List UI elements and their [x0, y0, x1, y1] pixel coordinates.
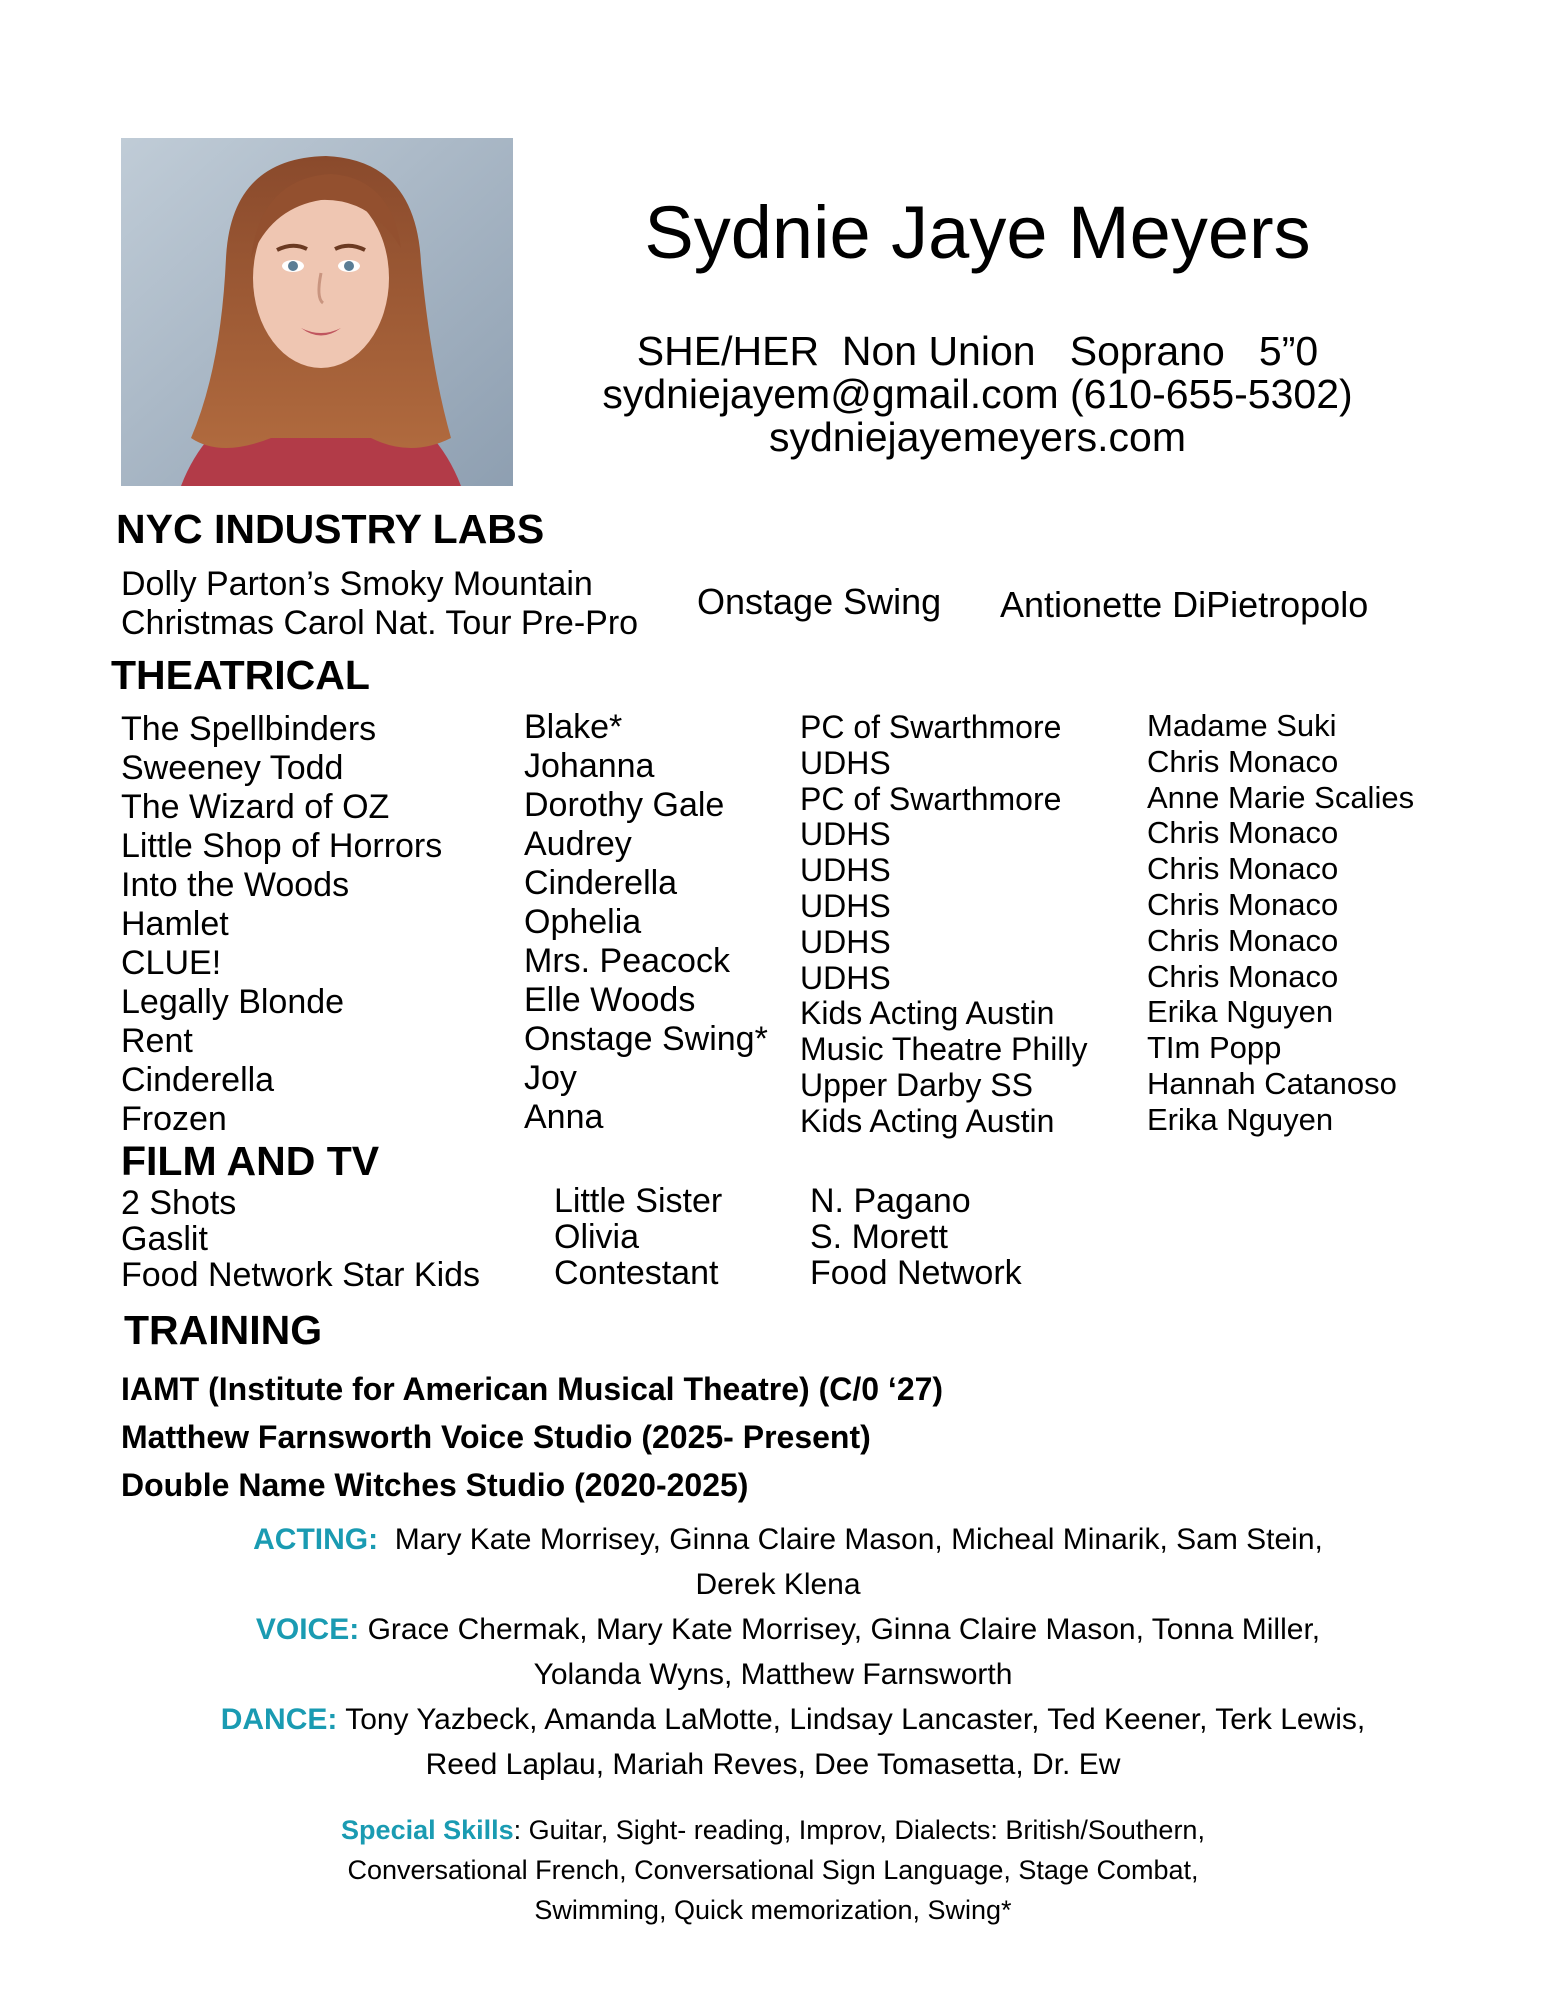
list-item: Chris Monaco — [1147, 886, 1339, 922]
list-item: S. Morett — [810, 1218, 948, 1256]
film-tv-heading: FILM AND TV — [121, 1138, 380, 1184]
headshot-illustration — [121, 138, 513, 486]
list-item: The Wizard of OZ — [121, 788, 390, 826]
list-item: Rent — [121, 1022, 193, 1060]
industry-labs-project — [121, 565, 638, 643]
dance-teachers — [0, 1697, 1546, 1787]
theatrical-venues-column — [800, 710, 1088, 1140]
list-item: Joy — [524, 1059, 577, 1097]
email-phone-line[interactable]: sydniejayem@gmail.com (610-655-5302) — [602, 371, 1353, 417]
list-item: The Spellbinders — [121, 710, 377, 748]
actor-name: Sydnie Jaye Meyers — [644, 191, 1311, 274]
school-item: Double Name Witches Studio (2020-2025) — [121, 1467, 749, 1503]
contact-block — [560, 330, 1395, 459]
dance-names-cont: Reed Laplau, Mariah Reves, Dee Tomasetta, Dr. Ew — [425, 1748, 1121, 1781]
list-item: Hamlet — [121, 905, 229, 943]
list-item: Elle Woods — [524, 981, 696, 1019]
list-item: UDHS — [800, 959, 891, 996]
list-item: TIm Popp — [1147, 1030, 1282, 1066]
theatrical-heading: THEATRICAL — [111, 652, 370, 698]
theatrical-shows-column — [121, 710, 442, 1139]
list-item: Food Network Star Kids — [121, 1256, 481, 1294]
training-schools — [121, 1365, 943, 1509]
list-item: Dorothy Gale — [524, 786, 725, 824]
industry-labs-role: Onstage Swing — [697, 581, 942, 622]
list-item: Anna — [524, 1098, 604, 1136]
film-tv-directors-column — [810, 1183, 1022, 1291]
film-tv-titles-column — [121, 1185, 480, 1293]
skills-text: Swimming, Quick memorization, Swing* — [534, 1895, 1012, 1925]
theatrical-roles-column — [524, 708, 768, 1137]
list-item: Blake* — [524, 708, 623, 746]
list-item: Chris Monaco — [1147, 922, 1339, 958]
list-item: Onstage Swing* — [524, 1020, 768, 1058]
list-item: Music Theatre Philly — [800, 1031, 1088, 1068]
list-item: Into the Woods — [121, 866, 350, 904]
list-item: Erika Nguyen — [1147, 1101, 1334, 1137]
website-line[interactable]: sydniejayemeyers.com — [769, 414, 1186, 460]
list-item: Upper Darby SS — [800, 1066, 1033, 1103]
school-item: Matthew Farnsworth Voice Studio (2025- Present) — [121, 1419, 871, 1455]
dance-label: DANCE: — [220, 1703, 338, 1736]
voice-label: VOICE: — [255, 1613, 360, 1646]
list-item: Food Network — [810, 1254, 1022, 1292]
list-item: Kids Acting Austin — [800, 995, 1055, 1032]
industry-labs-director: Antionette DiPietropolo — [1000, 584, 1369, 625]
list-item: Chris Monaco — [1147, 815, 1339, 851]
project-line: Dolly Parton’s Smoky Mountain — [121, 565, 593, 603]
list-item: Little Shop of Horrors — [121, 827, 443, 865]
list-item: Chris Monaco — [1147, 851, 1339, 887]
list-item: Contestant — [554, 1254, 719, 1292]
list-item: Gaslit — [121, 1220, 208, 1258]
list-item: Chris Monaco — [1147, 958, 1339, 994]
acting-label: ACTING: — [253, 1523, 379, 1556]
list-item: PC of Swarthmore — [800, 709, 1062, 745]
school-item: IAMT (Institute for American Musical Theatre) (C/0 ‘27) — [121, 1371, 944, 1407]
list-item: Kids Acting Austin — [800, 1102, 1055, 1139]
voice-names-cont: Yolanda Wyns, Matthew Farnsworth — [533, 1658, 1013, 1691]
list-item: Sweeney Todd — [121, 749, 344, 787]
acting-teachers — [0, 1517, 1546, 1607]
list-item: Hannah Catanoso — [1147, 1065, 1397, 1101]
list-item: Anne Marie Scalies — [1147, 779, 1415, 815]
list-item: Mrs. Peacock — [524, 942, 730, 980]
list-item: Legally Blonde — [121, 983, 345, 1021]
list-item: Madame Suki — [1147, 708, 1337, 743]
list-item: Frozen — [121, 1100, 227, 1138]
list-item: Chris Monaco — [1147, 743, 1339, 779]
list-item: 2 Shots — [121, 1184, 237, 1222]
dance-names: Tony Yazbeck, Amanda LaMotte, Lindsay Lancaster, Ted Keener, Terk Lewis, — [345, 1703, 1366, 1736]
list-item: Ophelia — [524, 903, 642, 941]
special-skills-label: Special Skills — [341, 1815, 514, 1845]
special-skills — [0, 1810, 1546, 1930]
skills-text: : Guitar, Sight- reading, Improv, Dialects: British/Southern, — [513, 1815, 1205, 1845]
list-item: CLUE! — [121, 944, 222, 982]
list-item: Cinderella — [524, 864, 678, 902]
list-item: UDHS — [800, 816, 891, 853]
list-item: UDHS — [800, 744, 891, 781]
list-item: PC of Swarthmore — [800, 780, 1062, 817]
theatrical-directors-column — [1147, 708, 1414, 1138]
headshot-photo — [121, 138, 513, 486]
list-item: Cinderella — [121, 1061, 275, 1099]
list-item: N. Pagano — [810, 1182, 971, 1220]
acting-names: Mary Kate Morrisey, Ginna Claire Mason, Micheal Minarik, Sam Stein, — [394, 1523, 1323, 1556]
voice-teachers — [0, 1607, 1546, 1697]
project-line: Christmas Carol Nat. Tour Pre-Pro — [121, 604, 639, 642]
identity-line: SHE/HER Non Union Soprano 5”0 — [636, 328, 1319, 374]
list-item: Little Sister — [554, 1182, 723, 1220]
list-item: Johanna — [524, 747, 655, 785]
skills-text: Conversational French, Conversational Sign Language, Stage Combat, — [347, 1855, 1199, 1885]
acting-names-cont: Derek Klena — [695, 1568, 861, 1601]
list-item: UDHS — [800, 852, 891, 889]
list-item: UDHS — [800, 887, 891, 924]
film-tv-roles-column — [554, 1183, 722, 1291]
list-item: UDHS — [800, 923, 891, 960]
list-item: Olivia — [554, 1218, 640, 1256]
voice-names: Grace Chermak, Mary Kate Morrisey, Ginna Claire Mason, Tonna Miller, — [367, 1613, 1321, 1646]
training-heading: TRAINING — [124, 1307, 323, 1353]
list-item: Audrey — [524, 825, 632, 863]
industry-labs-heading: NYC INDUSTRY LABS — [116, 506, 545, 552]
list-item: Erika Nguyen — [1147, 994, 1334, 1030]
